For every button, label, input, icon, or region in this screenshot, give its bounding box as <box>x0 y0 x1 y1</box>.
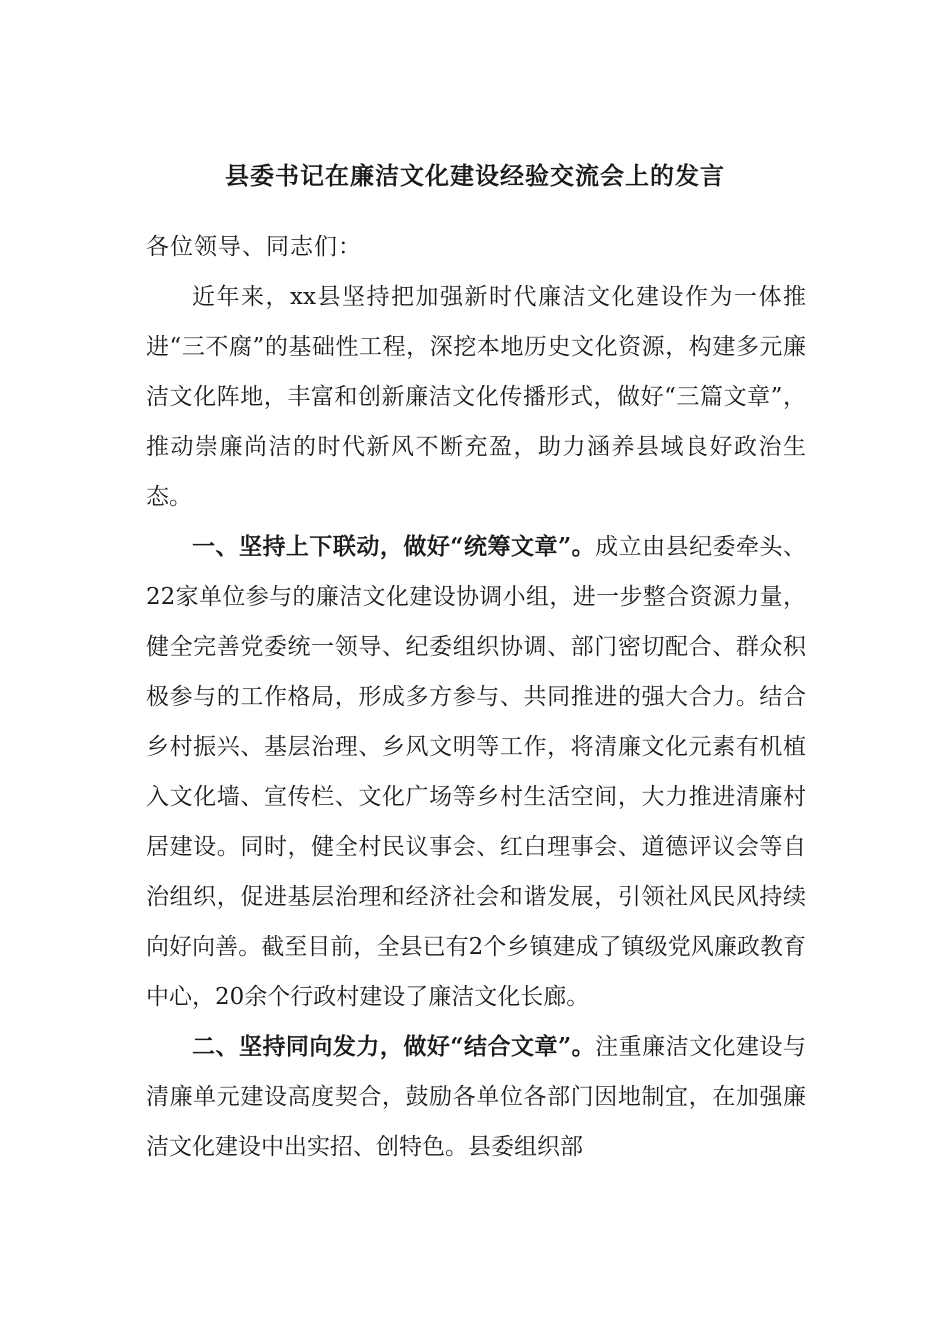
section-body-2: 注重廉洁文化建设与清廉单元建设高度契合，鼓励各单位各部门因地制宜，在加强廉洁文化建设中出实招、创特色。县委组织部 <box>146 1034 806 1160</box>
section-heading-2: 二、坚持同向发力，做好“结合文章”。 <box>192 1033 596 1060</box>
document-title: 县委书记在廉洁文化建设经验交流会上的发言 <box>225 161 725 190</box>
salutation: 各位领导、同志们： <box>146 234 362 260</box>
section-paragraph-2 <box>146 1022 806 1172</box>
section-heading-1: 一、坚持上下联动，做好“统筹文章”。 <box>192 533 596 560</box>
document-body <box>146 222 806 1172</box>
intro-paragraph: 近年来，xx县坚持把加强新时代廉洁文化建设作为一体推进“三不腐”的基础性工程，深挖本地历史文化资源，构建多元廉洁文化阵地，丰富和创新廉洁文化传播形式，做好“三篇文章”，推动崇廉尚洁的时代新风不断充盈，助力涵养县域良好政治生态。 <box>146 284 806 510</box>
section-paragraph-1 <box>146 522 806 1022</box>
section-body-1: 成立由县纪委牵头、22家单位参与的廉洁文化建设协调小组，进一步整合资源力量，健全完善党委统一领导、纪委组织协调、部门密切配合、群众积极参与的工作格局，形成多方参与、共同推进的强大合力。结合乡村振兴、基层治理、乡风文明等工作，将清廉文化元素有机植入文化墙、宣传栏、文化广场等乡村生活空间，大力推进清廉村居建设。同时，健全村民议事会、红白理事会、道德评议会等自治组织，促进基层治理和经济社会和谐发展，引领社风民风持续向好向善。截至目前，全县已有2个乡镇建成了镇级党风廉政教育中心，20余个行政村建设了廉洁文化长廊。 <box>146 534 806 1010</box>
